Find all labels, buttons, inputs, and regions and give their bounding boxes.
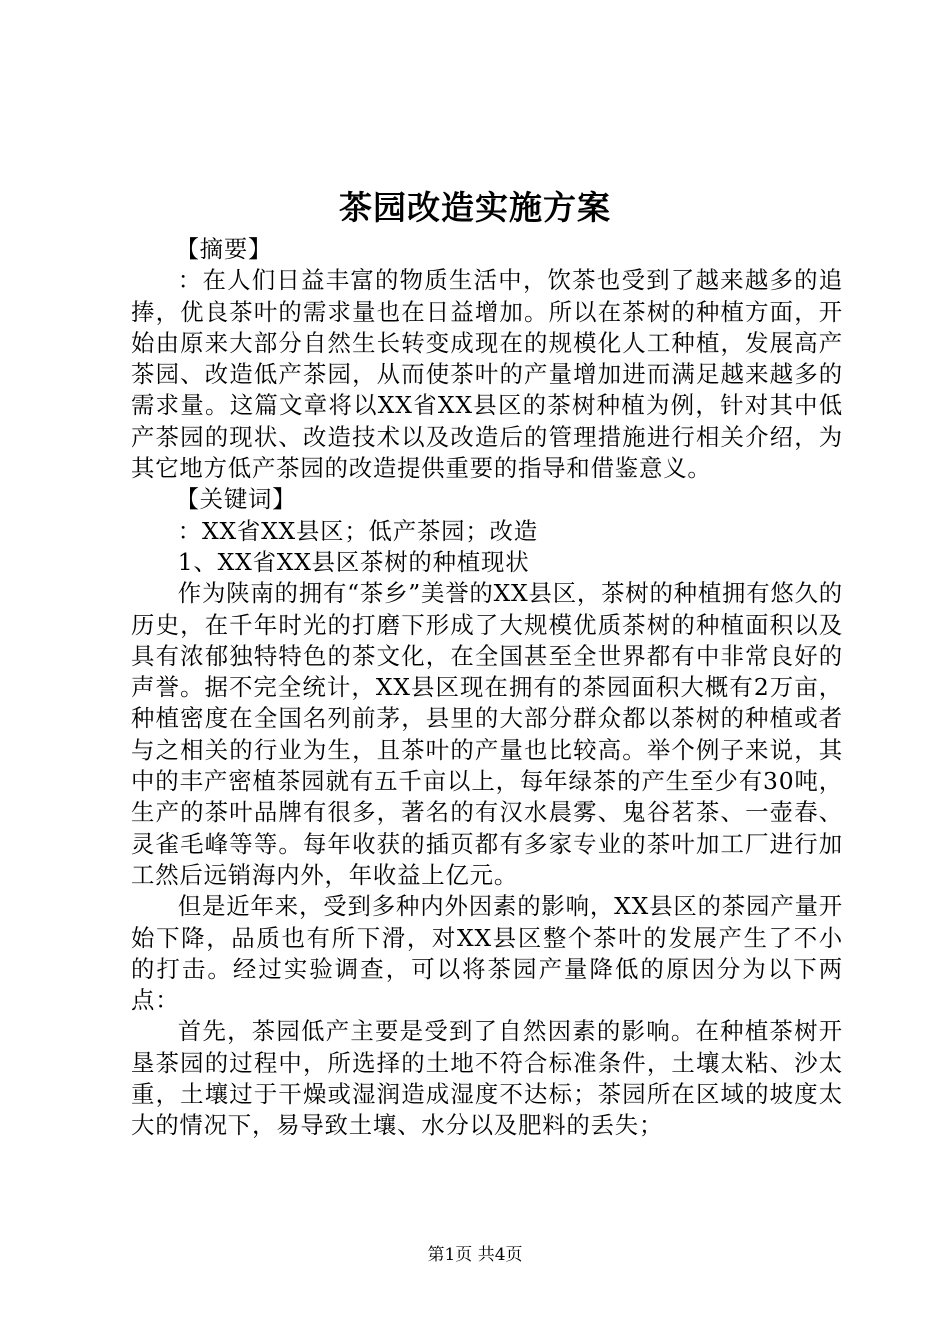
abstract-heading: 【摘要】 (175, 235, 273, 263)
body-paragraph: 但是近年来，受到多种内外因素的影响，XX县区的茶园产量开始下降，品质也有所下滑，对XX县区整个茶叶的发展产生了不小的打击。经过实验调查，可以将茶园产量降低的原因分为以下两点： (131, 892, 843, 1015)
keywords-paragraph: ：XX省XX县区；低产茶园；改造 (177, 516, 538, 545)
document-body (131, 234, 843, 1142)
keywords-heading: 【关键词】 (175, 485, 297, 514)
body-paragraph: 首先，茶园低产主要是受到了自然因素的影响。在种植茶树开垦茶园的过程中，所选择的土地不符合标准条件，土壤太粘、沙太重，土壤过于干燥或湿润造成湿度不达标；茶园所在区域的坡度太大的情况下，易导致土壤、水分以及肥料的丢失； (131, 1017, 843, 1140)
page-footer: 第1页 共4页 (427, 1245, 523, 1265)
abstract-paragraph: ：在人们日益丰富的物质生活中，饮茶也受到了越来越多的追捧，优良茶叶的需求量也在日益增加。所以在茶树的种植方面，开始由原来大部分自然生长转变成现在的规模化人工种植，发展高产茶园、改造低产茶园，从而使茶叶的产量增加进而满足越来越多的需求量。这篇文章将以XX省XX县区的茶树种植为例，针对其中低产茶园的现状、改造技术以及改造后的管理措施进行相关介绍，为其它地方低产茶园的改造提供重要的指导和借鉴意义。 (131, 266, 843, 483)
body-paragraph: 作为陕南的拥有“茶乡”美誉的XX县区，茶树的种植拥有悠久的历史，在千年时光的打磨下形成了大规模优质茶树的种植面积以及具有浓郁独特特色的茶文化，在全国甚至全世界都有中非常良好的声誉。据不完全统计，XX县区现在拥有的茶园面积大概有2万亩，种植密度在全国名列前茅，县里的大部分群众都以茶树的种植或者与之相关的行业为生，且茶叶的产量也比较高。举个例子来说，其中的丰产密植茶园就有五千亩以上，每年绿茶的产生至少有30吨，生产的茶叶品牌有很多，著名的有汉水晨雾、鬼谷茗茶、一壶春、灵雀毛峰等等。每年收获的插页都有多家专业的茶叶加工厂进行加工然后远销海内外，年收益上亿元。 (131, 579, 843, 889)
section-heading: 1、XX省XX县区茶树的种植现状 (177, 547, 530, 576)
document-title: 茶园改造实施方案 (339, 188, 611, 227)
